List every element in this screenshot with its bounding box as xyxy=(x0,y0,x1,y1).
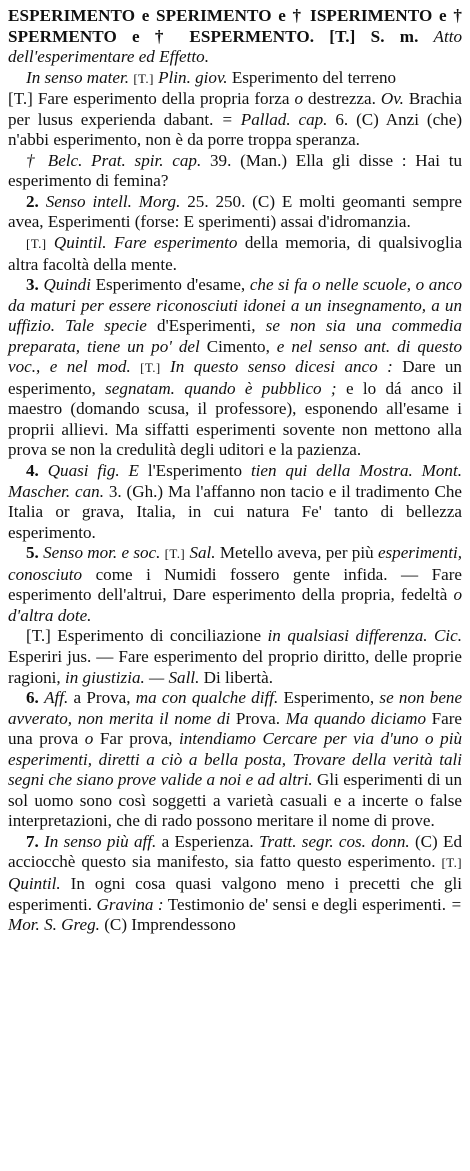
latin-quote: Brachia per lusus experienda dabant. xyxy=(8,89,463,129)
citation: Tratt. segr. cos. donn. xyxy=(258,831,410,851)
citation: Quintil. xyxy=(53,233,107,253)
sense-number: 2. xyxy=(26,191,39,211)
definition-text: se non sia una commedia preparata, tiene un po' del xyxy=(8,316,462,356)
sense-label: In senso più aff. xyxy=(44,831,157,851)
example-text: Testimonio de' sensi e degli esperimenti. xyxy=(167,894,446,914)
example-text: [T.] Fare esperimento della propria forza xyxy=(8,89,290,109)
sense-number: 7. xyxy=(26,831,39,851)
source-tag: [T.] xyxy=(441,855,462,871)
example-text: Esperimento, xyxy=(283,688,375,708)
example-text: 3. (Gh.) Ma l'affanno non tacio e il tradimento Che Italia or grava, Italia, in cui natura Fe' tanto di bellezza esperimento. xyxy=(8,481,462,542)
sense-5 xyxy=(8,543,462,626)
definition-text: se non bene avverato, non merita il nome di xyxy=(8,688,463,728)
sense-6 xyxy=(8,688,462,832)
connector: o xyxy=(84,729,94,749)
example-text: della memoria, di qualsivoglia altra facoltà della mente. xyxy=(8,233,463,274)
example-text: Esperiri jus. — Fare esperimento del proprio diritto, delle proprie ragioni, xyxy=(8,646,462,687)
example-paragraph xyxy=(8,151,462,192)
example-text: Esperimento del terreno xyxy=(231,67,397,87)
phrase: Fare esperimento xyxy=(113,233,238,253)
citation: Gravina : xyxy=(96,894,164,914)
example-paragraph xyxy=(8,233,462,275)
definition-text: e nel senso ant. di questo voc., e nel mod. xyxy=(8,336,462,377)
sense-material xyxy=(8,68,462,90)
example-text: a Prova, xyxy=(73,688,131,708)
citation: Quintil. xyxy=(8,873,61,893)
source-tag: [T.] xyxy=(140,360,161,376)
example-text: (C) Imprendessono xyxy=(104,915,236,935)
sense-label: Quindi xyxy=(43,275,91,295)
example-text: e lo dá anco il maestro (domando scusa, il professore), esponendo all'esame i proprii allievi. Ma siffatti esperimenti sovente non mettono alla prova se non la credulità degli uditori e la pazienza. xyxy=(8,378,462,460)
citation: tien qui della Mostra. Mont. Mascher. can. xyxy=(8,461,462,501)
example-paragraph xyxy=(8,626,462,688)
definition-text: che si fa o nelle scuole, o anco da maturi per essere riconosciuti idonei a un insegnamento, a un uffizio. Tale specie xyxy=(8,275,463,336)
example-text: Di libertà. xyxy=(203,667,273,687)
source-tag: [T.] xyxy=(26,236,47,252)
citation: in giustizia. — Sall. xyxy=(64,667,200,687)
example-text: 39. (Man.) Ella gli disse : Hai tu esperimento di femina? xyxy=(8,150,462,191)
example-text: Esperimento d'esame, xyxy=(95,275,246,295)
sense-label: Aff. xyxy=(44,688,69,708)
citation: Ov. xyxy=(380,89,404,109)
example-text: 25. 250. (C) E molti geomanti sempre avea, Esperimenti (forse: E sperimenti) assai d'idromanzia. xyxy=(8,191,462,232)
example-text: a Esperienza. xyxy=(161,831,254,851)
sense-number: 4. xyxy=(26,461,39,481)
citation: Plin. giov. xyxy=(158,67,228,87)
sense-number: 5. xyxy=(26,543,39,563)
sense-label: In senso mater. xyxy=(26,67,130,87)
citation: in qualsiasi differenza. Cic. xyxy=(267,626,463,646)
phrase: esperimenti, xyxy=(377,543,462,563)
citation: Senso intell. Morg. xyxy=(45,191,181,211)
source-tag: [T.] xyxy=(133,70,154,86)
phrase: conosciuto xyxy=(8,564,83,584)
example-text: 6. (C) Anzi (che) n'abbi esperimento, non è da porre troppa speranza. xyxy=(8,109,463,150)
connector: o xyxy=(294,89,304,109)
citation: † Belc. Prat. spir. cap. xyxy=(26,150,202,170)
definition-text: Ma quando diciamo xyxy=(285,708,427,728)
citation: = Mor. S. Greg. xyxy=(8,894,462,935)
source-tag: [T.] xyxy=(164,546,186,562)
sense-3 xyxy=(8,275,462,461)
definition-text: intendiamo Cercare per via d'uno o più esperimenti, diretti a ciò a bella posta, Trovare della verità tali segni che siano prove valide a noi e ad altri. xyxy=(8,729,462,790)
example-text: Gli esperimenti di un sol uomo sono così soggetti a varietà casuali e a incerte o false interpretazioni, che di rado possono meritare il nome di prove. xyxy=(8,770,463,831)
example-text: [T.] Esperimento di conciliazione xyxy=(26,626,262,646)
sense-label: Senso mor. e soc. xyxy=(43,543,161,563)
entry-headword: ESPERIMENTO e SPERIMENTO e † ISPERIMENTO e † SPERMENTO e † ESPERMENTO. [T.] S. m. xyxy=(8,6,462,46)
example-text: l'Esperimento xyxy=(147,461,243,481)
example-text: Prova. xyxy=(235,708,281,728)
example-text: Dare un esperimento, xyxy=(8,357,462,398)
sense-2 xyxy=(8,192,462,233)
example-text: come i Numidi fossero gente infida. — Fare esperimento dell'altrui, Dare esperimento della propria, fedeltà xyxy=(8,564,462,605)
sense-4 xyxy=(8,461,462,543)
definition-text: In questo senso dicesi anco : xyxy=(170,357,393,377)
entry-definition: Atto dell'esperimentare ed Effetto. xyxy=(8,26,462,67)
entry-headword-paragraph xyxy=(8,6,462,68)
sense-number: 3. xyxy=(26,275,39,295)
sense-7 xyxy=(8,832,462,936)
example-text: d'Esperimenti, xyxy=(157,316,256,336)
definition-text: ma con qualche diff. xyxy=(135,688,279,708)
citation: Sal. xyxy=(189,543,216,563)
example-paragraph xyxy=(8,89,462,151)
example-text: Far prova, xyxy=(99,729,173,749)
sense-label: Quasi fig. E xyxy=(47,461,139,481)
definition-text: segnatam. quando è pubblico ; xyxy=(105,378,337,398)
citation: = Pallad. cap. xyxy=(221,109,328,129)
example-text: destrezza. xyxy=(308,89,376,109)
example-text: In ogni cosa quasi valgono meno i precetti che gli esperimenti. xyxy=(8,873,462,914)
sense-number: 6. xyxy=(26,688,39,708)
example-text: Fare una prova xyxy=(8,708,463,749)
example-text: (C) Ed acciocchè questo sia manifesto, sia fatto questo esperimento. xyxy=(8,831,462,872)
example-text: Metello aveva, per più xyxy=(219,543,374,563)
example-text: Cimento, xyxy=(206,336,270,356)
phrase: o d'altra dote. xyxy=(8,585,462,625)
